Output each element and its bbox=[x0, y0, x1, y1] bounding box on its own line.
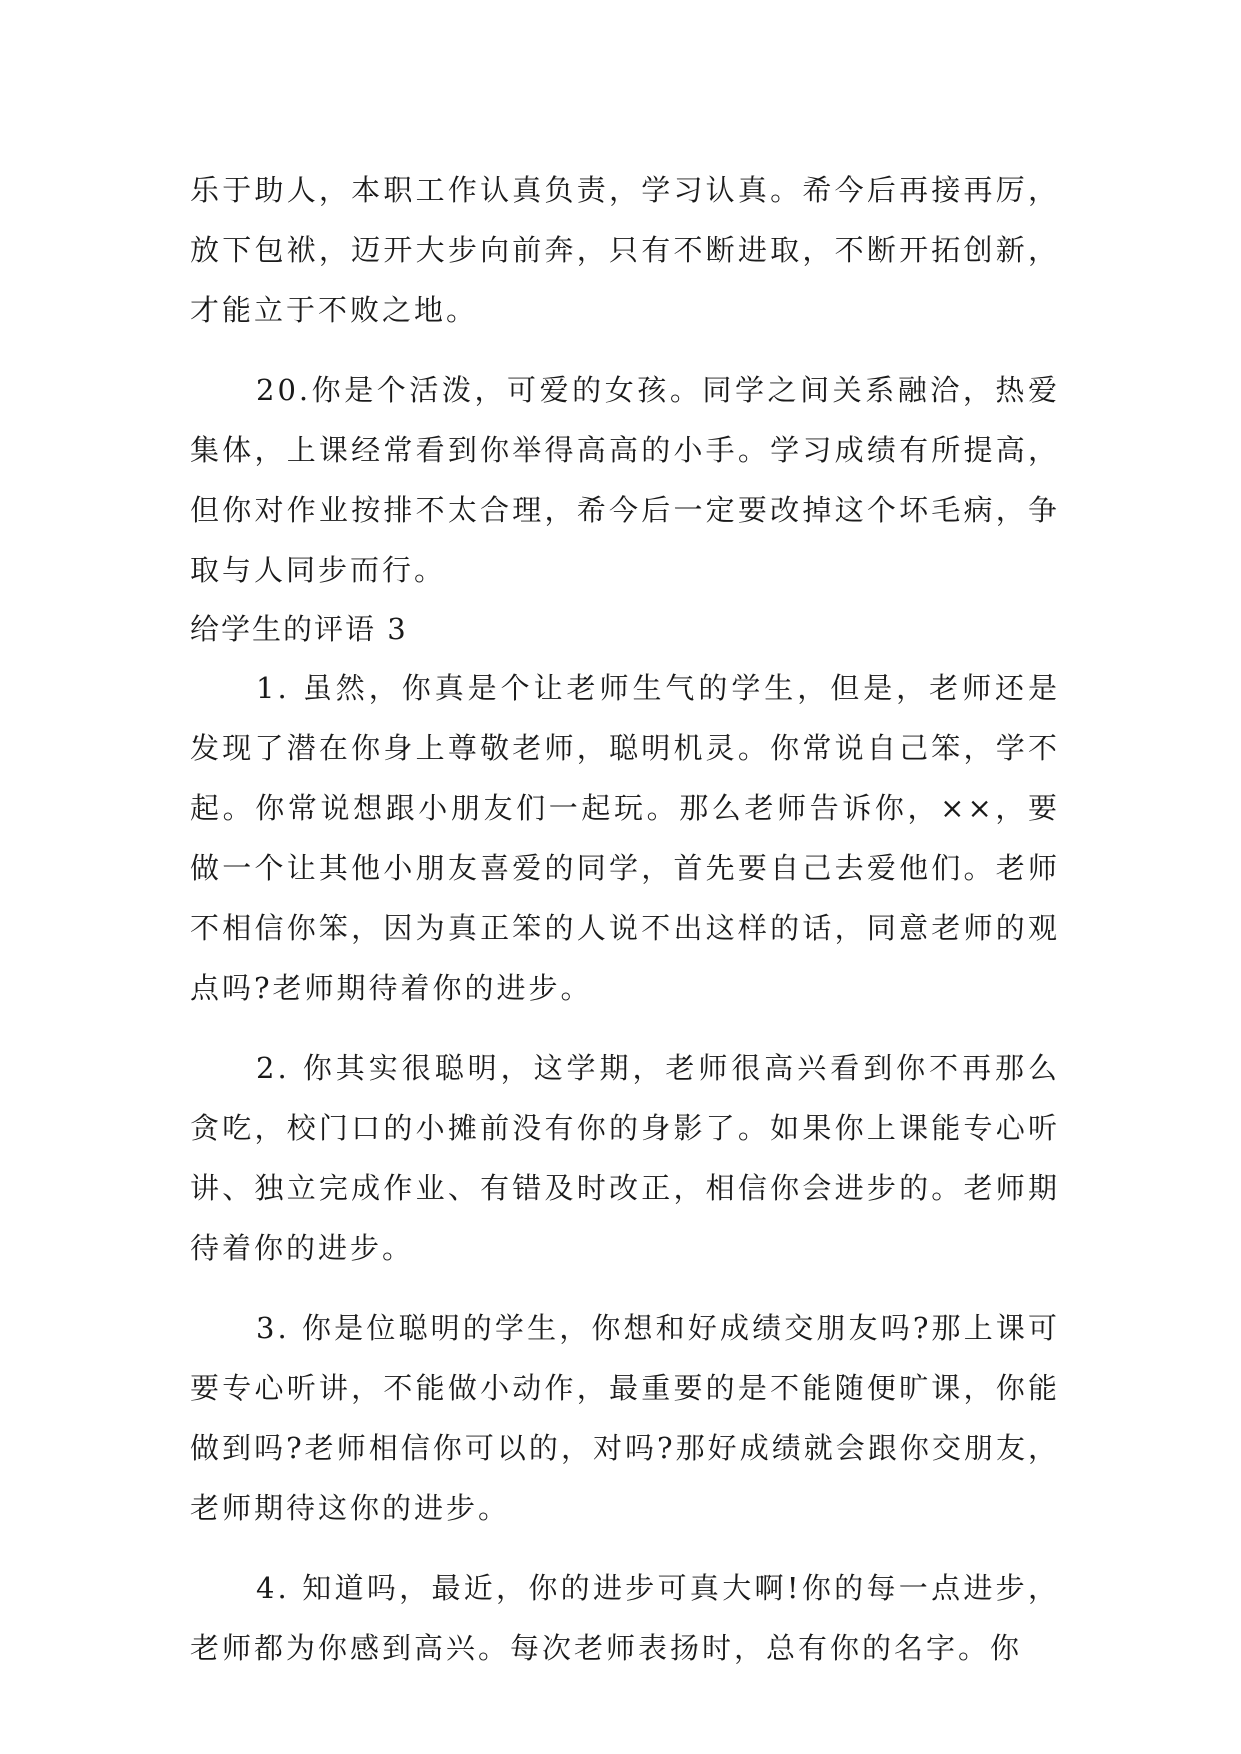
paragraph-comment-1: 1. 虽然，你真是个让老师生气的学生，但是，老师还是发现了潜在你身上尊敬老师，聪明机灵。你常说自己笨，学不起。你常说想跟小朋友们一起玩。那么老师告诉你，××，要做一个让其他小朋友喜爱的同学，首先要自己去爱他们。老师不相信你笨，因为真正笨的人说不出这样的话，同意老师的观点吗?老师期待着你的进步。 bbox=[190, 671, 1060, 1005]
section-heading: 给学生的评语 3 bbox=[190, 612, 408, 646]
paragraph-comment-4: 4. 知道吗，最近，你的进步可真大啊!你的每一点进步，老师都为你感到高兴。每次老师表扬时，总有你的名字。你 bbox=[190, 1571, 1060, 1665]
document-body bbox=[190, 160, 1060, 1678]
paragraph-comment-2: 2. 你其实很聪明，这学期，老师很高兴看到你不再那么贪吃，校门口的小摊前没有你的身影了。如果你上课能专心听讲、独立完成作业、有错及时改正，相信你会进步的。老师期待着你的进步。 bbox=[190, 1051, 1060, 1265]
paragraph-comment-20: 20.你是个活泼，可爱的女孩。同学之间关系融洽，热爱集体，上课经常看到你举得高高的小手。学习成绩有所提高，但你对作业按排不太合理，希今后一定要改掉这个坏毛病，争取与人同步而行。 bbox=[190, 373, 1060, 587]
paragraph-continuation: 乐于助人，本职工作认真负责，学习认真。希今后再接再厉，放下包袱，迈开大步向前奔，只有不断进取，不断开拓创新，才能立于不败之地。 bbox=[190, 173, 1060, 327]
paragraph-comment-3: 3. 你是位聪明的学生，你想和好成绩交朋友吗?那上课可要专心听讲，不能做小动作，最重要的是不能随便旷课，你能做到吗?老师相信你可以的，对吗?那好成绩就会跟你交朋友，老师期待这你的进步。 bbox=[190, 1311, 1060, 1525]
